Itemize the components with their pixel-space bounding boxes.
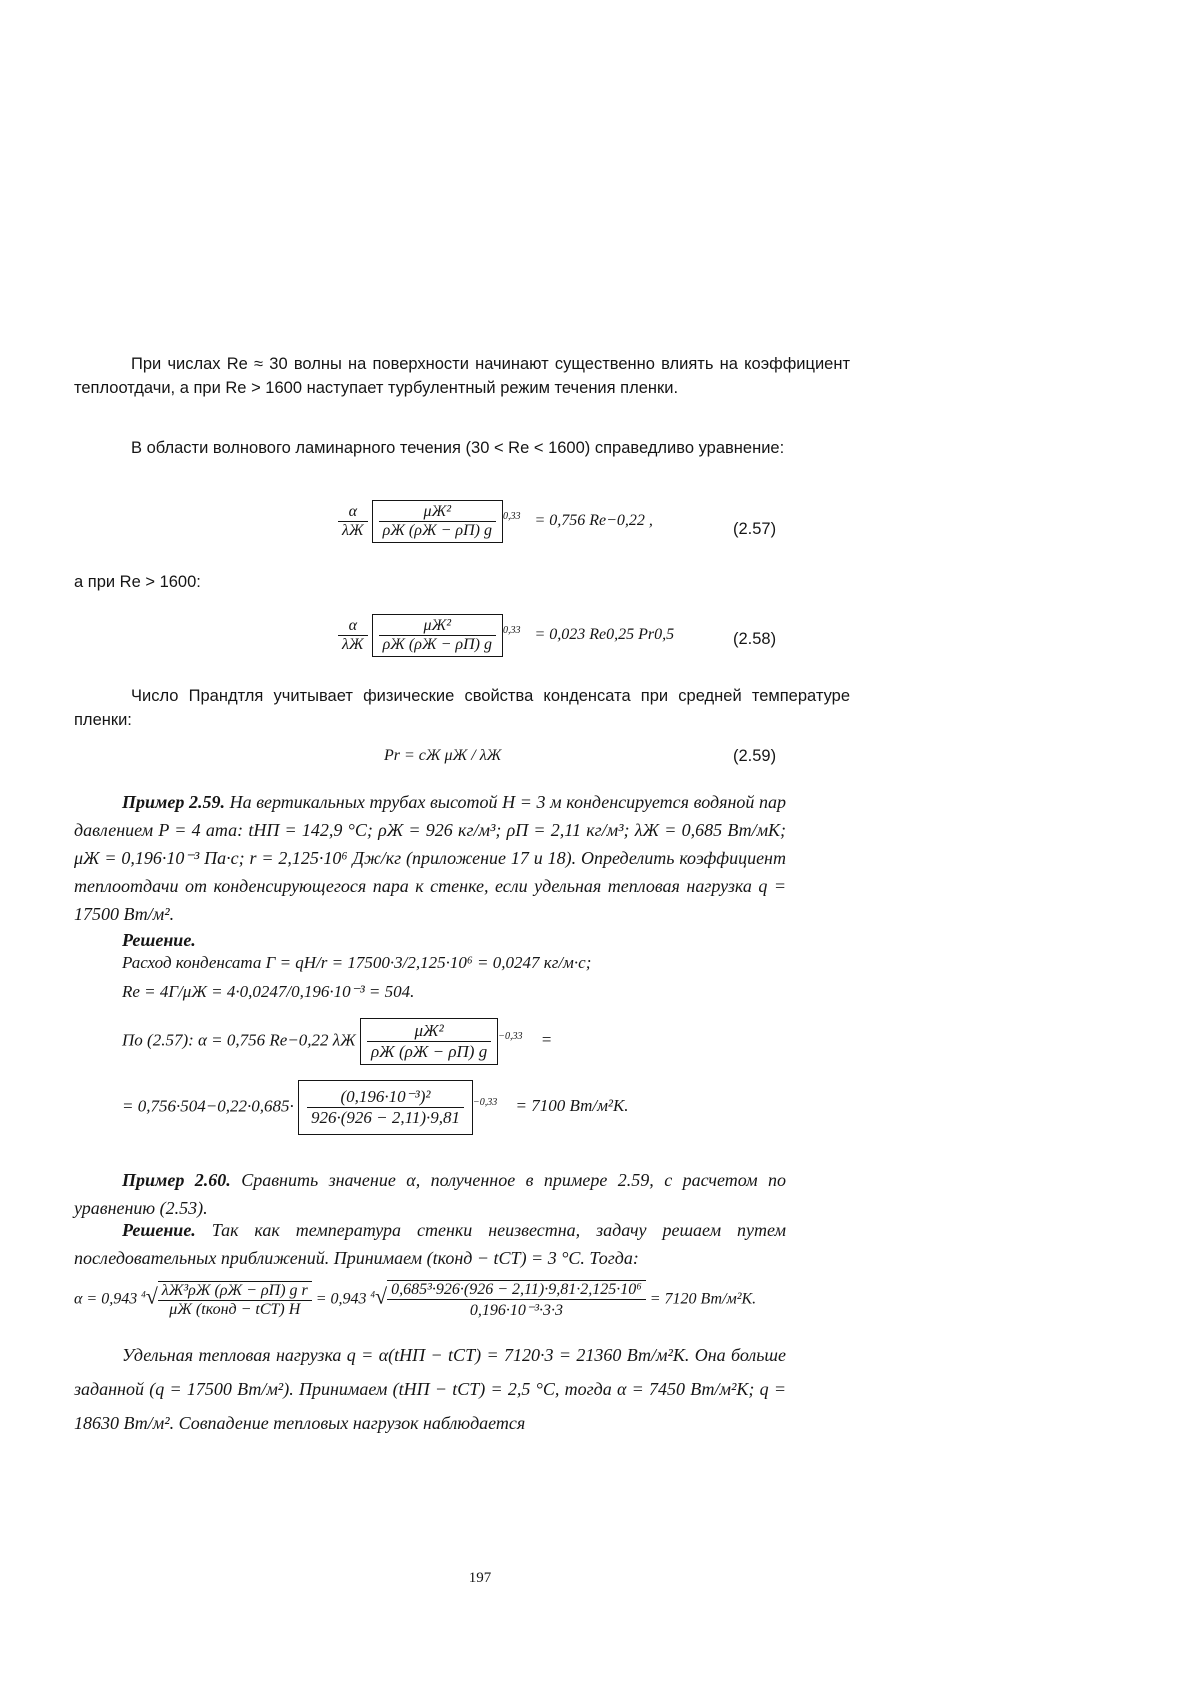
example-2-60-title: Пример 2.60. — [122, 1170, 231, 1190]
text-re-over-1600: а при Re > 1600: — [74, 573, 201, 591]
example-2-59-statement — [74, 788, 786, 928]
example-2-60-statement — [74, 1166, 786, 1222]
equation-number-2-59: (2.59) — [733, 747, 777, 765]
example-2-59-reynolds: Re = 4Г/μЖ = 4·0,0247/0,196·10⁻³ = 504. — [122, 982, 415, 1001]
equation-2-57: $\frac{\alpha}{\lambda Ж}$ $\frac{\text{μЖ²}}{\rho Ж (\rho Ж - \rho П) g}$ $^{0,33}$ = 0,756 Re−0,22 , — [338, 500, 653, 543]
paragraph-wave-laminar: В области волнового ламинарного течения (30 < Re < 1600) справедливо уравнение: — [131, 439, 785, 457]
example-2-59-flow-rate: Расход конденсата Г = qH/r = 17500·3/2,125·10⁶ = 0,0247 кг/м·с; — [122, 953, 592, 972]
example-2-59-title: Пример 2.59. — [122, 792, 225, 812]
paragraph-waves: При числах Re ≈ 30 волны на поверхности начинают существенно влиять на коэффициент теплоотдачи, а при Re > 1600 наступает турбулентный режим течения пленки. — [74, 355, 850, 397]
equation-2-58: $\frac{\alpha}{\lambda Ж}$ $\frac{\text{μЖ²}}{\rho Ж (\rho Ж - \rho П) g}$ $^{0,33}$ = 0,023 Re0,25 Pr0,5 — [338, 614, 674, 657]
example-2-60-solution-text: Так как температура стенки неизвестна, задачу решаем путем последовательных приближений. Принимаем (tконд − tСТ) = 3 °C. Тогда: — [74, 1220, 786, 1268]
example-2-60-text: Сравнить значение α, полученное в примере 2.59, с расчетом по уравнению (2.53). — [74, 1170, 786, 1218]
example-2-59-alpha-result: = 0,756·504−0,22·0,685· $\frac{\text{(0,196·10⁻³)²}}{926\cdot(926 - 2,11)\cdot 9,81}$ $^{-0,33}$ = 7100 Вт/м²К. — [122, 1080, 629, 1135]
equation-number-2-58: (2.58) — [733, 630, 777, 648]
example-2-60-heat-load: Удельная тепловая нагрузка q = α(tНП − tСТ) = 7120·3 = 21360 Вт/м²К. Она больше заданной (q = 17500 Вт/м²). Принимаем (tНП − tСТ) = 2,5 °C, тогда α = 7450 Вт/м²К; q = 18630 Вт/м². Совпадение тепловых нагрузок наблюдается — [74, 1345, 786, 1433]
example-2-59-text: На вертикальных трубах высотой H = 3 м конденсируется водяной пар давлением P = 4 ата: tНП = 142,9 °C; ρЖ = 926 кг/м³; ρП = 2,11 кг/м³; λЖ = 0,685 Вт/мК; μЖ = 0,196·10⁻³ Па·с; r = 2,125·10⁶ Дж/кг (приложение 17 и 18). Определить коэффициент теплоотдачи от конденсирующегося пара к стенке, если удельная тепловая нагрузка q = 17500 Вт/м². — [74, 792, 786, 924]
example-2-59-alpha-formula: По (2.57): α = 0,756 Re−0,22 λЖ $\frac{\text{μЖ²}}{\rho Ж (\rho Ж - \rho П) g}$ $^{-0,33}$ = — [122, 1018, 552, 1065]
example-2-60-solution — [74, 1216, 786, 1272]
page-number: 197 — [468, 1570, 492, 1586]
example-2-59-solution-label: Решение. — [122, 930, 196, 950]
equation-2-59: Pr = cЖ μЖ / λЖ — [384, 747, 502, 764]
example-2-60-alpha-formula: α = 0,943 $^4$√ $\frac{\text{λЖ³ρЖ (ρЖ − ρП) g r}}{\text{μЖ (tконд − tСТ) H}}$ = 0,943 $^4$√ $\frac{\text{0,685³·926·(926 − 2,11)·9,81·2,125·10⁶}}{\text{0,196·10⁻³·3·3}}$ = 7120 Вт/м²К. — [74, 1281, 757, 1319]
example-2-60-solution-label: Решение. — [122, 1220, 196, 1240]
paragraph-prandtl: Число Прандтля учитывает физические свойства конденсата при средней температуре пленки: — [74, 687, 850, 729]
equation-number-2-57: (2.57) — [733, 520, 777, 538]
